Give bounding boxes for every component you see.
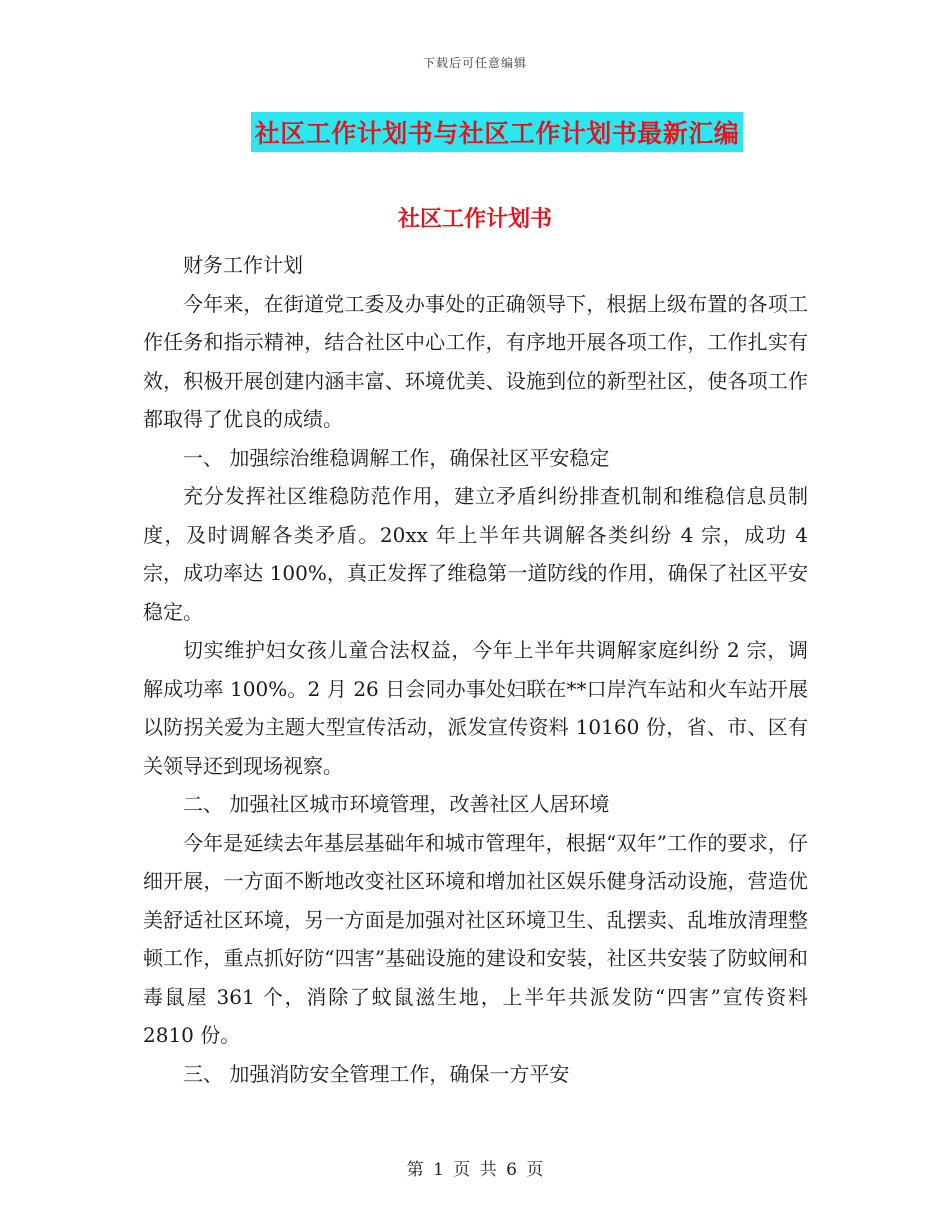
main-title-container (0, 112, 950, 152)
body-paragraph: 充分发挥社区维稳防范作用，建立矛盾纠纷排查机制和维稳信息员制度，及时调解各类矛盾。20xx 年上半年共调解各类纠纷 4 宗，成功 4 宗，成功率达 100%，真正发挥了维稳第一道防线的作用，确保了社区平安稳定。 (143, 484, 808, 624)
section-heading: 二、 加强社区城市环境管理，改善社区人居环境 (183, 792, 610, 816)
document-body (143, 246, 808, 1093)
body-paragraph: 今年来，在街道党工委及办事处的正确领导下，根据上级布置的各项工作任务和指示精神，结合社区中心工作，有序地开展各项工作，工作扎实有效，积极开展创建内涵丰富、环境优美、设施到位的新型社区，使各项工作都取得了优良的成绩。 (143, 291, 808, 431)
section-heading: 一、 加强综治维稳调解工作，确保社区平安稳定 (183, 445, 610, 470)
body-paragraph: 财务工作计划 (183, 253, 303, 277)
body-paragraph: 切实维护妇女孩儿童合法权益，今年上半年共调解家庭纠纷 2 宗，调解成功率 100%。2 月 26 日会同办事处妇联在**口岸汽车站和火车站开展以防拐关爱为主题大型宣传活动，派发宣传资料 10160 份，省、市、区有关领导还到现场视察。 (143, 638, 808, 778)
body-paragraph: 今年是延续去年基层基础年和城市管理年，根据“双年”工作的要求，仔细开展，一方面不断地改变社区环境和增加社区娱乐健身活动设施，营造优美舒适社区环境，另一方面是加强对社区环境卫生、乱摆卖、乱堆放清理整顿工作，重点抓好防“四害”基础设施的建设和安装，社区共安装了防蚊闸和毒鼠屋 361 个，消除了蚊鼠滋生地，上半年共派发防“四害”宣传资料 2810 份。 (143, 830, 808, 1047)
section-heading: 三、 加强消防安全管理工作，确保一方平安 (183, 1061, 570, 1086)
document-main-title: 社区工作计划书与社区工作计划书最新汇编 (251, 112, 744, 152)
document-sub-title: 社区工作计划书 (397, 207, 552, 232)
page-header-note: 下载后可任意编辑 (422, 56, 527, 70)
page-number-footer: 第 1 页 共 6 页 (406, 1160, 544, 1180)
